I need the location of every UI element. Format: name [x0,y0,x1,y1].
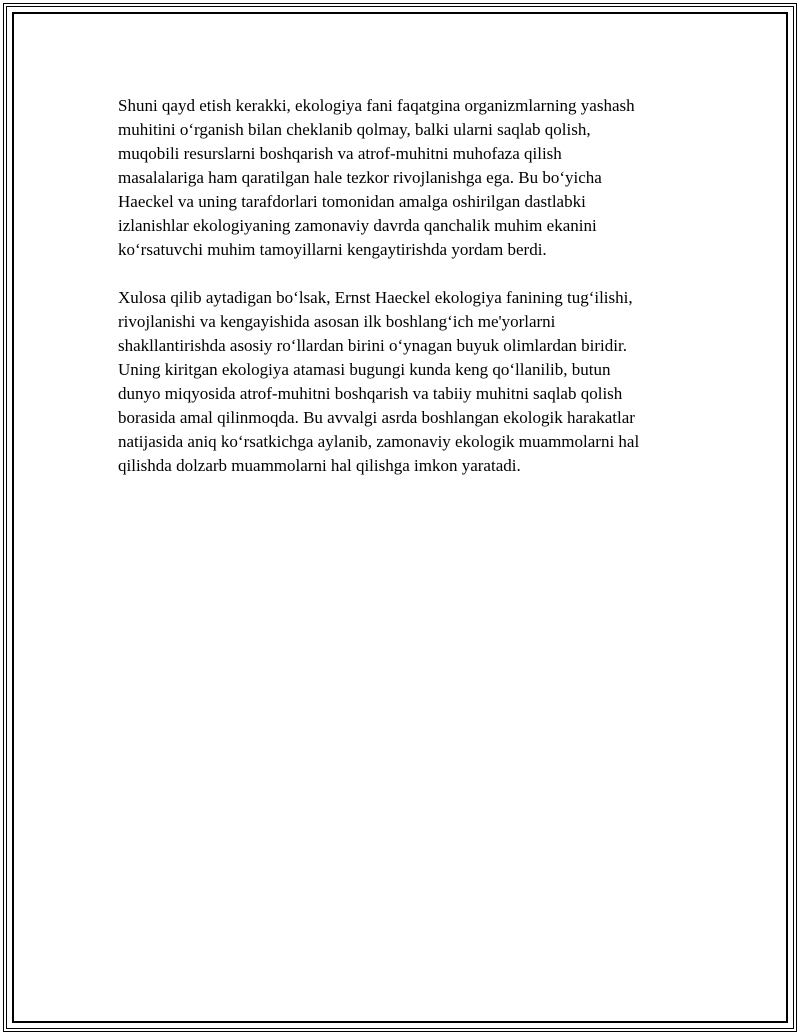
paragraph-ecology-scope: Shuni qayd etish kerakki, ekologiya fani faqatgina organizmlarning yashash muhitini o‘rganish bilan cheklanib qolmay, balki ularni saqlab qolish, muqobili resurslarni boshqarish va atrof-muhitni muhofaza qilish masalalariga ham qaratilgan hale tezkor rivojlanishga ega. Bu bo‘yicha Haeckel va uning tarafdorlari tomonidan amalga oshirilgan dastlabki izlanishlar ekologiyaning zamonaviy davrda qanchalik muhim ekanini ko‘rsatuvchi muhim tamoyillarni kengaytirishda yordam berdi. [118,96,635,259]
document-body [118,94,698,502]
paragraph-conclusion: Xulosa qilib aytadigan bo‘lsak, Ernst Haeckel ekologiya fanining tug‘ilishi, rivojlanishi va kengayishida asosan ilk boshlang‘ich me'yorlarni shakllantirishda asosiy ro‘llardan birini o‘ynagan buyuk olimlardan biridir. Uning kiritgan ekologiya atamasi bugungi kunda keng qo‘llanilib, butun dunyo miqyosida atrof-muhitni boshqarish va tabiiy muhitni saqlab qolish borasida amal qilinmoqda. Bu avvalgi asrda boshlangan ekologik harakatlar natijasida aniq ko‘rsatkichga aylanib, zamonaviy ekologik muammolarni hal qilishda dolzarb muammolarni hal qilishga imkon yaratadi. [118,288,640,475]
